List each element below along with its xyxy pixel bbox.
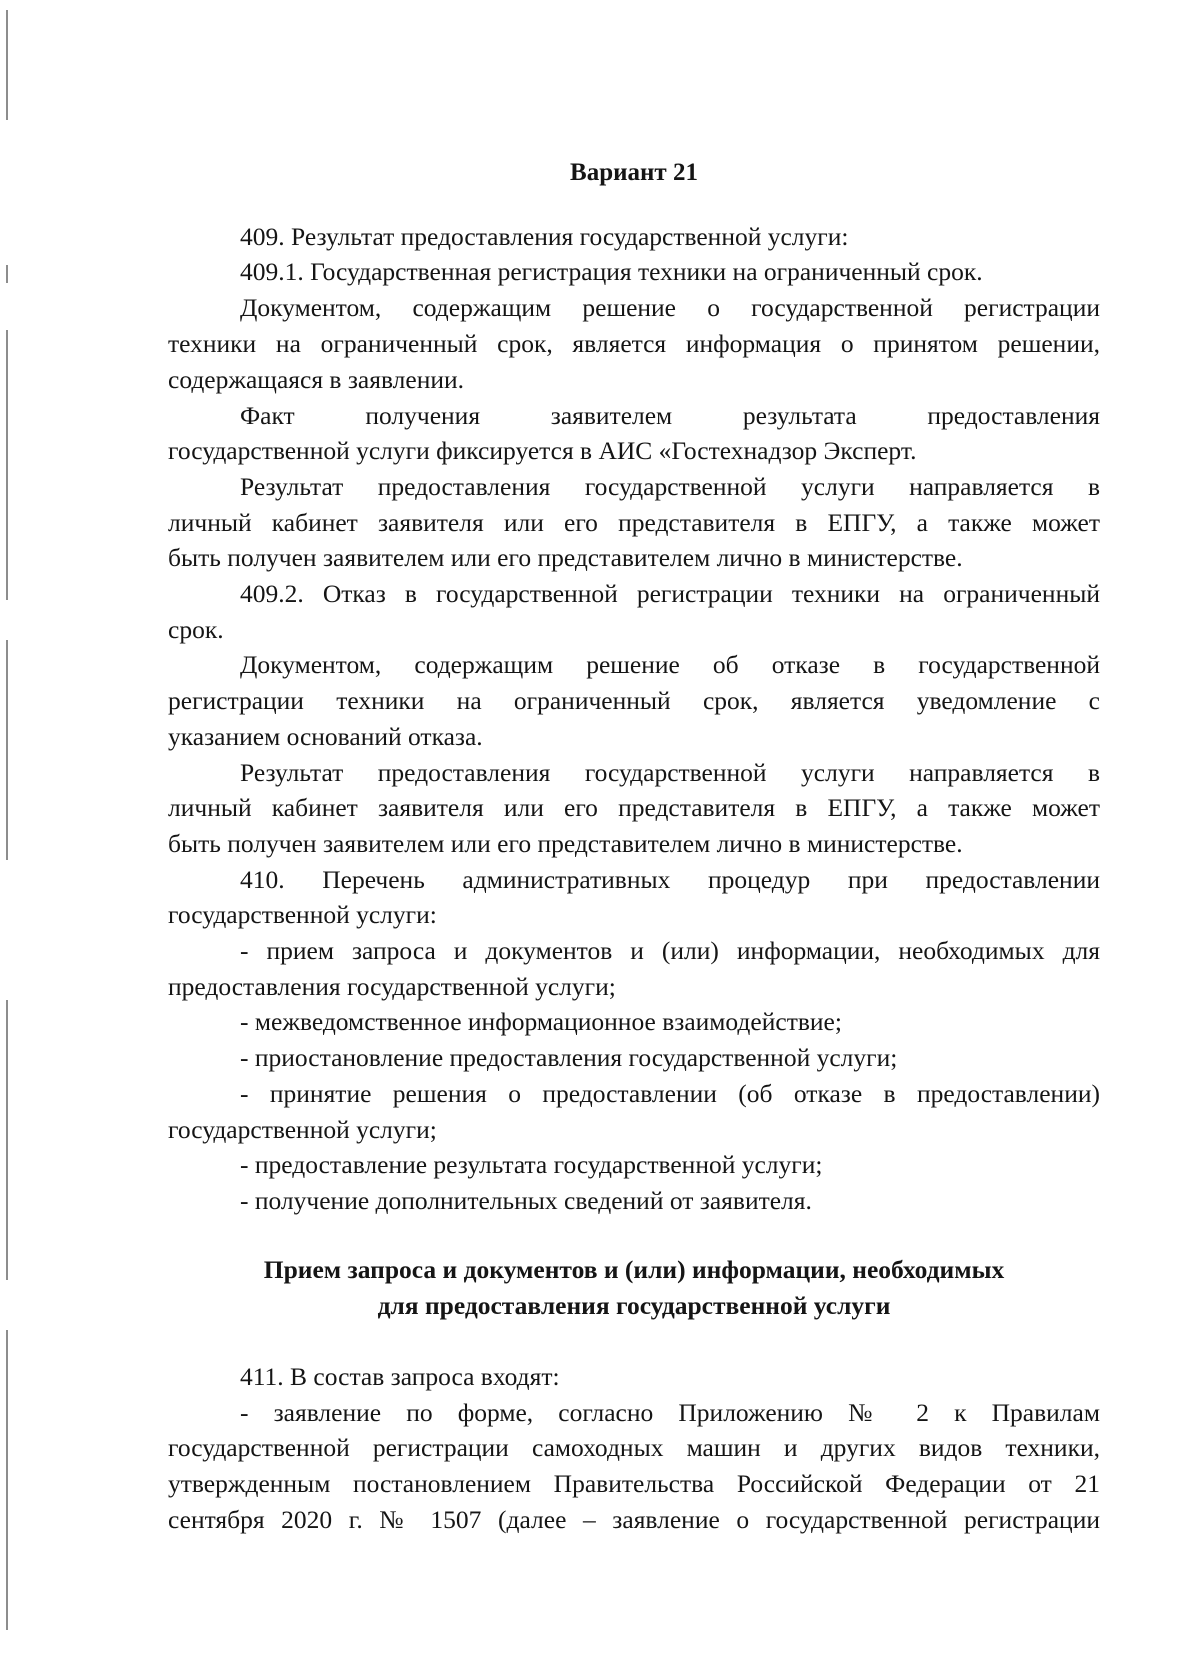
list-item-line: - прием запроса и документов и (или) информации, необходимых для <box>240 936 1100 965</box>
paragraph-line: 409.1. Государственная регистрация техники на ограниченный срок. <box>240 257 983 286</box>
paragraph-line: государственной регистрации самоходных машин и других видов техники, <box>168 1433 1100 1462</box>
section-heading-line: для предоставления государственной услуги <box>377 1291 891 1320</box>
scan-edge-mark <box>6 265 8 283</box>
paragraph-line: личный кабинет заявителя или его представителя в ЕПГУ, а также может <box>168 508 1100 537</box>
list-item-line: предоставления государственной услуги; <box>168 972 616 1001</box>
paragraph-line: быть получен заявителем или его представителем лично в министерстве. <box>168 829 963 858</box>
list-item-line: - межведомственное информационное взаимодействие; <box>240 1007 842 1036</box>
paragraph-line: регистрации техники на ограниченный срок, является уведомление с <box>168 686 1100 715</box>
paragraph-line: утвержденным постановлением Правительства Российской Федерации от 21 <box>168 1469 1100 1498</box>
paragraph-line: Результат предоставления государственной услуги направляется в <box>240 472 1100 501</box>
paragraph-line: 411. В состав запроса входят: <box>240 1362 560 1391</box>
list-item-line: - принятие решения о предоставлении (об отказе в предоставлении) <box>240 1079 1100 1108</box>
paragraph-line: техники на ограниченный срок, является информация о принятом решении, <box>168 329 1100 358</box>
paragraph-line: 409.2. Отказ в государственной регистрации техники на ограниченный <box>240 579 1100 608</box>
paragraph-line: срок. <box>168 615 224 644</box>
paragraph-line: государственной услуги фиксируется в АИС «Гостехнадзор Эксперт. <box>168 436 917 465</box>
paragraph-line: 410. Перечень административных процедур при предоставлении <box>240 865 1100 894</box>
section-heading-line: Прием запроса и документов и (или) информации, необходимых <box>263 1255 1005 1284</box>
list-item-line: - заявление по форме, согласно Приложению № 2 к Правилам <box>240 1398 1100 1427</box>
paragraph-line: Результат предоставления государственной услуги направляется в <box>240 758 1100 787</box>
list-item-line: - приостановление предоставления государственной услуги; <box>240 1043 898 1072</box>
list-item-line: - получение дополнительных сведений от заявителя. <box>240 1186 812 1215</box>
paragraph-line: сентября 2020 г. № 1507 (далее – заявление о государственной регистрации <box>168 1505 1100 1534</box>
paragraph-line: Факт получения заявителем результата предоставления <box>240 401 1100 430</box>
scan-edge-mark <box>6 330 8 600</box>
paragraph-line: личный кабинет заявителя или его представителя в ЕПГУ, а также может <box>168 793 1100 822</box>
paragraph-line: Документом, содержащим решение о государственной регистрации <box>240 293 1100 322</box>
paragraph-line: 409. Результат предоставления государственной услуги: <box>240 222 849 251</box>
paragraph-line: государственной услуги: <box>168 900 437 929</box>
paragraph-line: быть получен заявителем или его представителем лично в министерстве. <box>168 543 963 572</box>
paragraph-line: Документом, содержащим решение об отказе в государственной <box>240 650 1100 679</box>
scan-edge-mark <box>6 1330 8 1630</box>
scan-edge-mark <box>6 640 8 860</box>
list-item-line: - предоставление результата государственной услуги; <box>240 1150 823 1179</box>
scan-edge-mark <box>6 10 8 120</box>
document-title: Вариант 21 <box>570 159 698 186</box>
paragraph-line: указанием оснований отказа. <box>168 722 483 751</box>
scan-edge-mark <box>6 1000 8 1280</box>
list-item-line: государственной услуги; <box>168 1115 437 1144</box>
paragraph-line: содержащаяся в заявлении. <box>168 365 465 394</box>
